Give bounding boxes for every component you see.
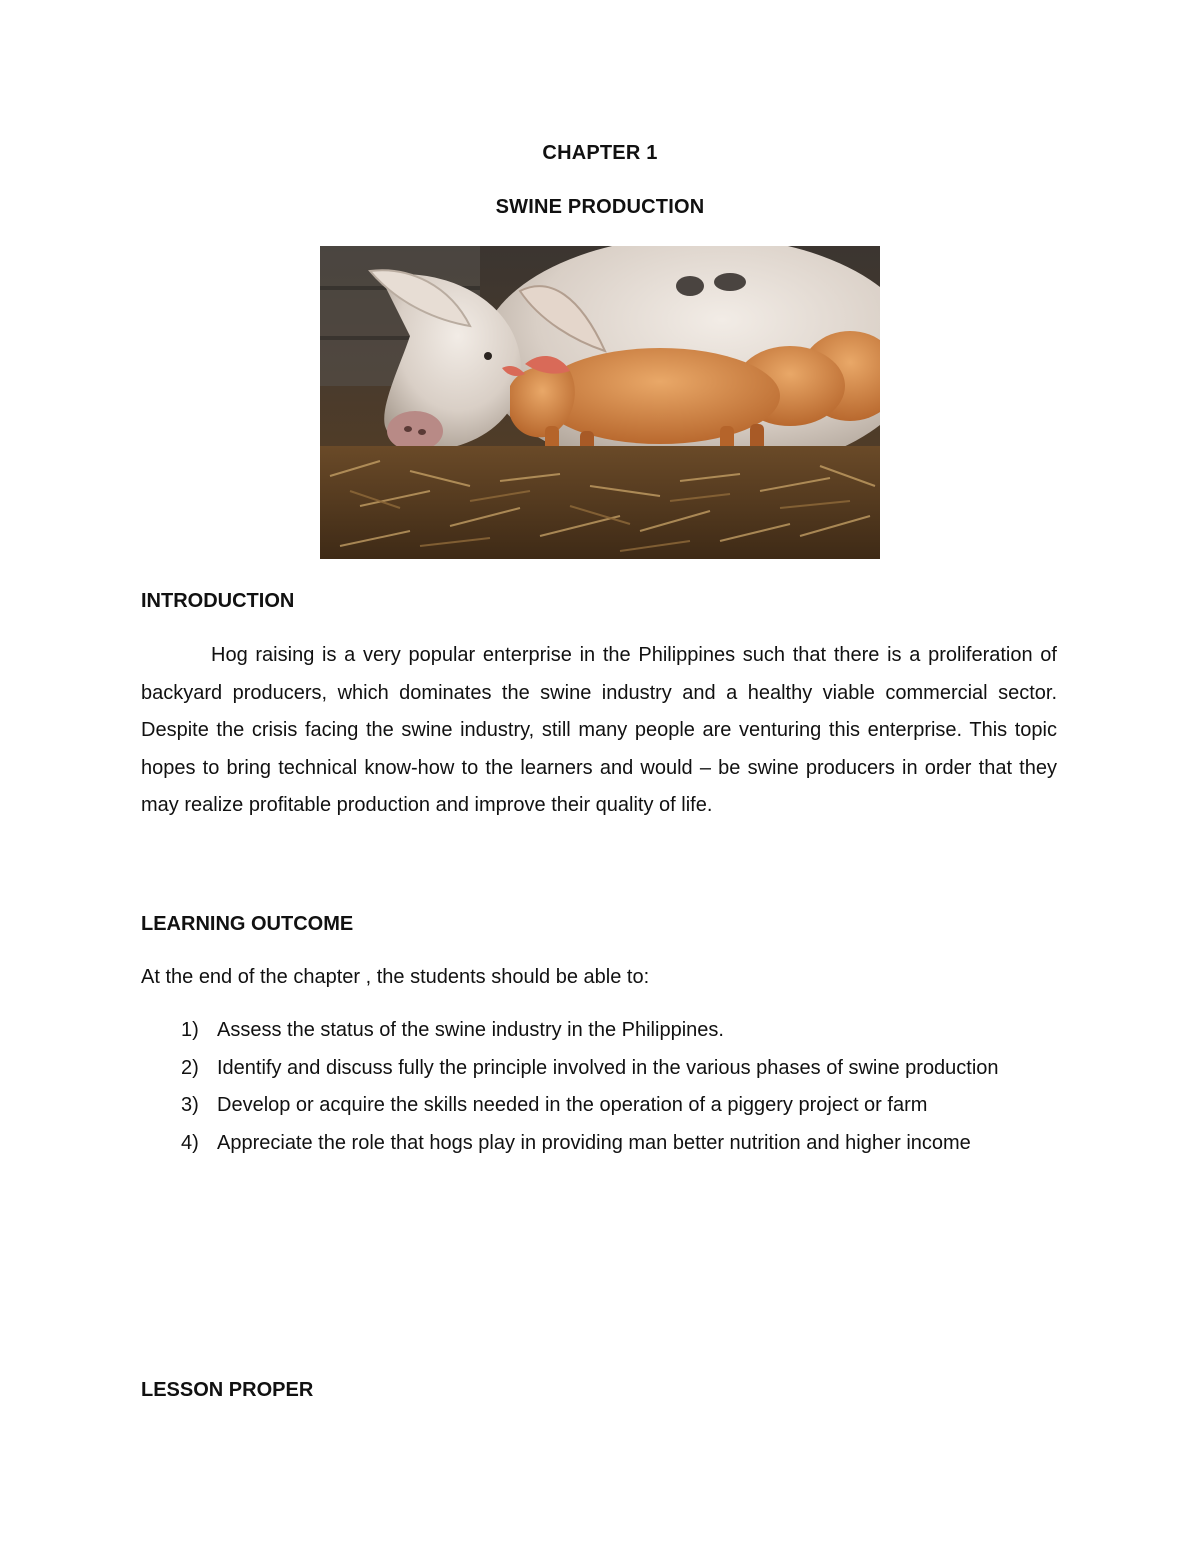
learning-outcome-list	[141, 1012, 1057, 1162]
list-item-number: 1)	[181, 1019, 199, 1041]
list-item-text: Assess the status of the swine industry in the Philippines.	[217, 1019, 724, 1041]
list-item-number: 4)	[181, 1131, 199, 1154]
lesson-proper-heading: LESSON PROPER	[141, 1379, 314, 1401]
list-item	[141, 1125, 1057, 1163]
list-item	[141, 1087, 1057, 1125]
page-title: SWINE PRODUCTION	[495, 196, 705, 218]
list-item-text: Identify and discuss fully the principle involved in the various phases of swine production	[217, 1056, 999, 1079]
list-item	[141, 1012, 1057, 1050]
list-item-text: Develop or acquire the skills needed in the operation of a piggery project or farm	[217, 1094, 928, 1116]
list-item	[141, 1050, 1057, 1088]
sow-with-piglets-photo	[320, 246, 880, 559]
learning-outcome-heading: LEARNING OUTCOME	[141, 913, 354, 935]
list-item-text: Appreciate the role that hogs play in providing man better nutrition and higher income	[217, 1131, 971, 1154]
list-item-number: 2)	[181, 1056, 199, 1079]
list-item-number: 3)	[181, 1094, 199, 1116]
learning-outcome-lead: At the end of the chapter , the students should be able to:	[141, 966, 650, 988]
introduction-heading: INTRODUCTION	[141, 590, 295, 612]
chapter-label: CHAPTER 1	[542, 142, 658, 164]
introduction-paragraph: Hog raising is a very popular enterprise in the Philippines such that there is a proliferation of backyard producers, which dominates the swine industry and a healthy viable commercial sector. Despite the crisis facing the swine industry, still many people are venturing this enterprise. This topic hopes to bring technical know-how to the learners and would – be swine producers in order that they may realize profitable production and improve their quality of life.	[141, 644, 1057, 816]
